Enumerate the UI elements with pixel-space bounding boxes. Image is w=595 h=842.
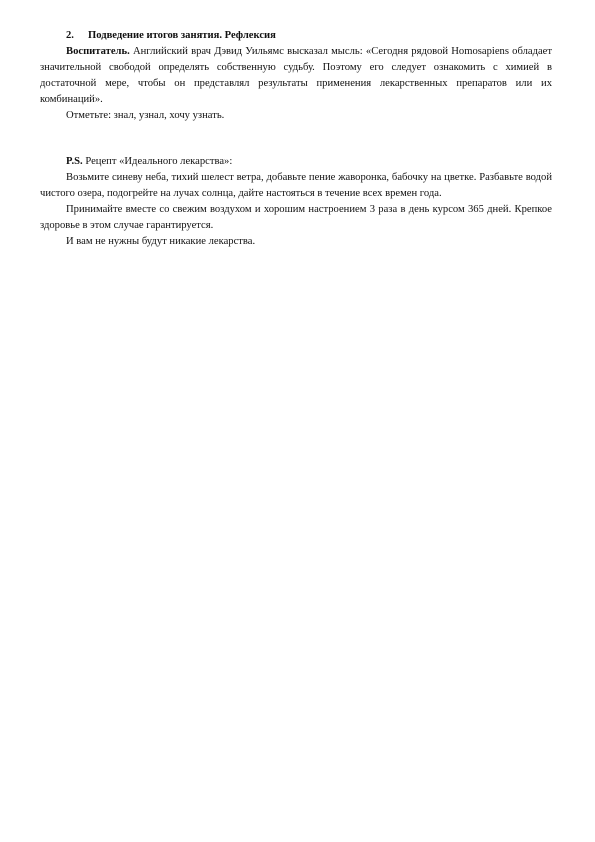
ps-label: P.S. — [66, 156, 83, 167]
recipe-paragraph-3: И вам не нужны будут никакие лекарства. — [66, 236, 256, 247]
recipe-paragraph-1: Возьмите синеву неба, тихий шелест ветра, добавьте пение жаворонка, бабочку на цветке. Разбавьте водой чистого озера, подогрейте на лучах солнца, дайте настояться в течение всех времен года. — [40, 172, 552, 199]
task-paragraph: Отметьте: знал, узнал, хочу узнать. — [66, 110, 225, 121]
ps-title: Рецепт «Идеального лекарства»: — [82, 156, 233, 167]
recipe-paragraph-2: Принимайте вместе со свежим воздухом и хорошим настроением 3 раза в день курсом 365 дней. Крепкое здоровье в этом случае гарантируется. — [40, 204, 552, 231]
quote-paragraph — [40, 44, 552, 108]
heading-title: Подведение итогов занятия. Рефлексия — [88, 30, 276, 41]
ps-section — [40, 154, 552, 250]
reflection-section — [40, 44, 552, 124]
section-heading — [40, 28, 552, 44]
quote-text: Английский врач Дэвид Уильямс высказал мысль: «Сегодня рядовой Homosapiens обладает значительной свободой определять собственную судьбу. Поэтому его следует ознакомить с химией в достаточной мере, чтобы он представлял результаты применения лекарственных препаратов или их комбинаций». — [40, 46, 552, 105]
heading-number: 2. — [66, 30, 74, 41]
speaker-label: Воспитатель. — [66, 46, 130, 57]
ps-heading — [40, 154, 552, 170]
